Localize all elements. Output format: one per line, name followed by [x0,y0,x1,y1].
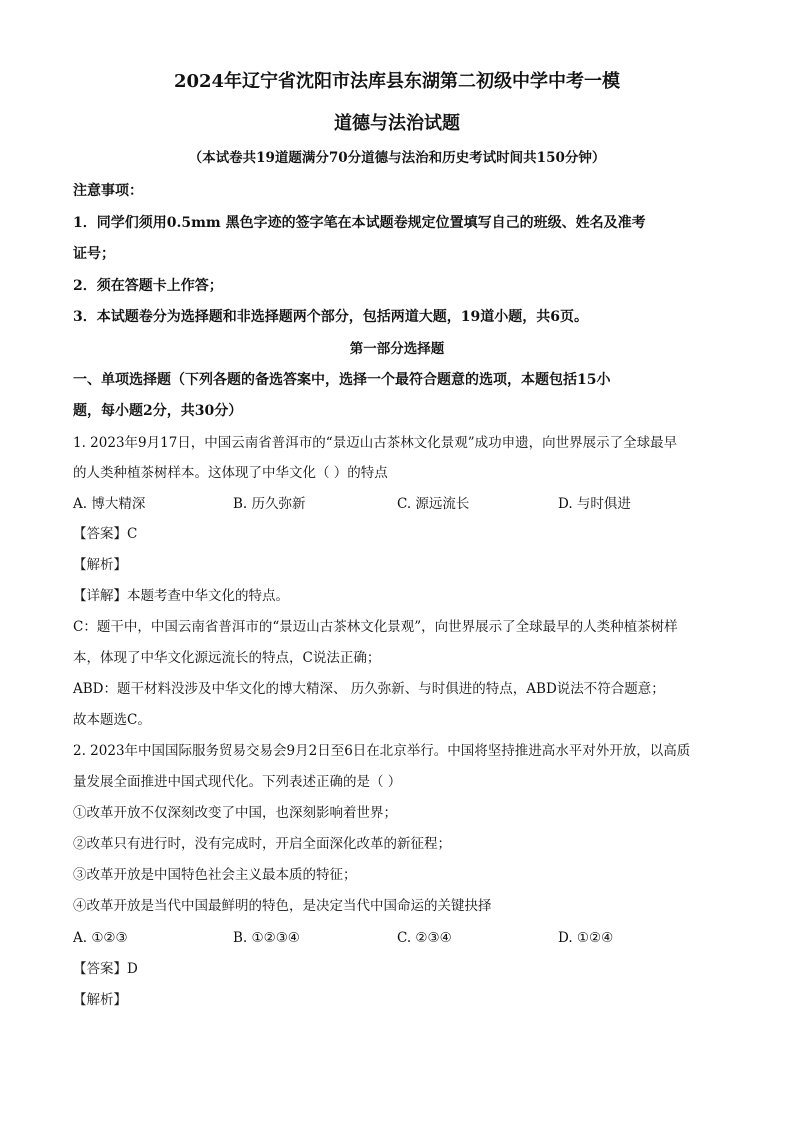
q1-explanation-abd: ABD：题干材料没涉及中华文化的博大精深、 历久弥新、与时俱进的特点，ABD说法不符合题意； [73,681,665,697]
q2-stem-cont: 量发展全面推进中国式现代化。下列表述正确的是（ ） [73,774,402,790]
q1-analysis-label: 【解析】 [73,557,127,573]
q2-analysis-label: 【解析】 [73,992,127,1008]
q1-stem-cont: 的人类种植茶树样本。这体现了中华文化（ ）的特点 [73,465,388,481]
notice-item-1: 1．同学们须用0.5mm 黑色字迹的签字笔在本试题卷规定位置填写自己的班级、姓名及准考 [73,215,646,231]
part1-heading: 第一部分选择题 [349,341,445,357]
q2-option-b: B. ①②③④ [233,930,300,946]
q1-option-b: B. 历久弥新 [233,496,306,512]
notice-item-2: 2．须在答题卡上作答； [73,278,223,294]
q2-statement-2: ②改革只有进行时，没有完成时，开启全面深化改革的新征程； [73,836,451,852]
q1-answer: 【答案】C [73,526,138,542]
q2-option-c: C. ②③④ [397,930,452,946]
page-subtitle: 道德与法治试题 [334,113,460,134]
notice-heading: 注意事项： [73,183,143,199]
q2-stem: 2. 2023年中国国际服务贸易交易会9月2日至6日在北京举行。中国将坚持推进高水平对外开放，以高质 [73,743,691,759]
q1-option-c: C. 源远流长 [397,496,470,512]
exam-note: （本试卷共19道题满分70分道德与法治和历史考试时间共150分钟） [188,150,606,166]
q2-statement-1: ①改革开放不仅深刻改变了中国，也深刻影响着世界； [73,805,397,821]
page-title: 2024年辽宁省沈阳市法库县东湖第二初级中学中考一模 [173,71,621,92]
q1-option-d: D. 与时俱进 [558,496,631,512]
q2-answer: 【答案】D [73,961,138,977]
q2-option-a: A. ①②③ [73,930,128,946]
q1-explanation-c: C：题干中，中国云南省普洱市的“景迈山古茶林文化景观”，向世界展示了全球最早的人类种植茶树样 [73,619,678,635]
q1-stem: 1. 2023年9月17日，中国云南省普洱市的“景迈山古茶林文化景观”成功申遗，向世界展示了全球最早 [73,435,678,451]
q2-statement-3: ③改革开放是中国特色社会主义最本质的特征； [73,867,357,883]
section-heading: 一、单项选择题（下列各题的备选答案中，选择一个最符合题意的选项，本题包括15小 [73,372,611,388]
q1-explanation-c-cont: 本，体现了中华文化源远流长的特点，C说法正确； [73,650,381,666]
notice-item-1-cont: 证号； [73,246,115,262]
notice-item-3: 3．本试题卷分为选择题和非选择题两个部分，包括两道大题，19道小题，共6页。 [73,309,588,325]
q2-statement-4: ④改革开放是当代中国最鲜明的特色，是决定当代中国命运的关键抉择 [73,898,492,914]
q1-conclusion: 故本题选C。 [73,712,151,728]
q1-detail: 【详解】本题考查中华文化的特点。 [73,588,289,604]
section-heading-cont: 题，每小题2分，共30分） [73,403,243,419]
q1-option-a: A. 博大精深 [73,496,146,512]
q2-option-d: D. ①②④ [558,930,614,946]
